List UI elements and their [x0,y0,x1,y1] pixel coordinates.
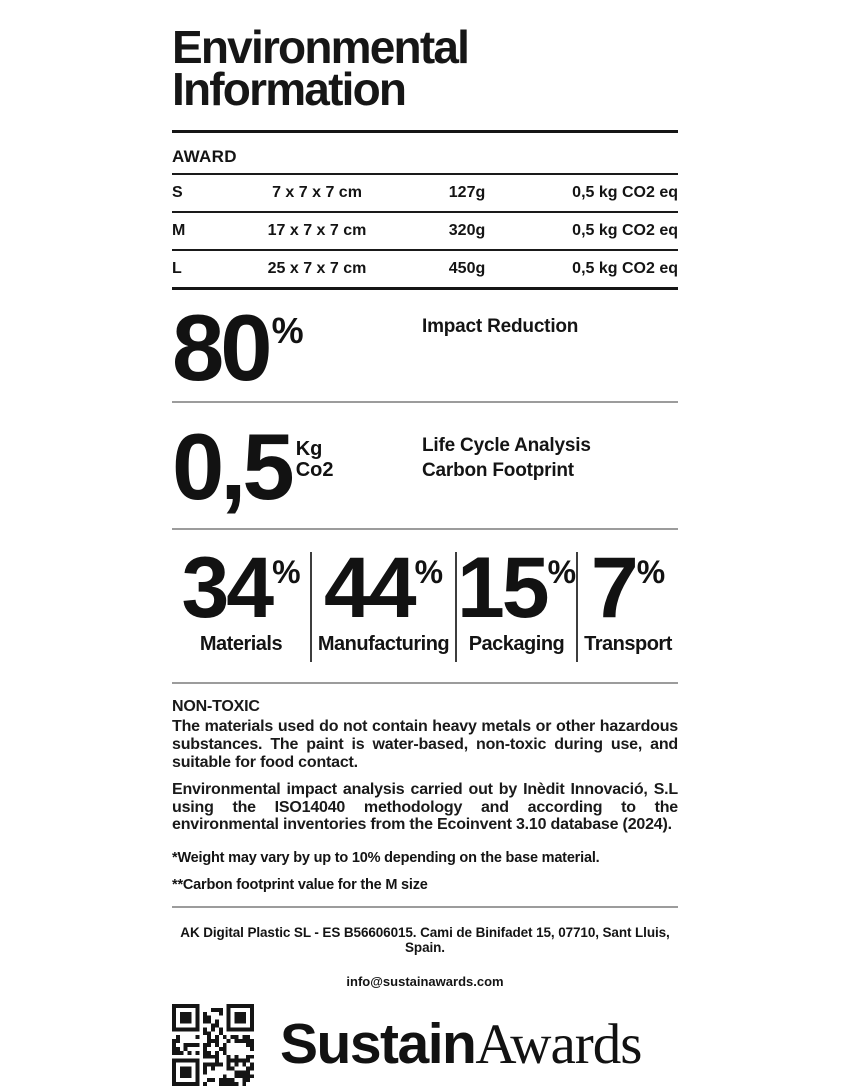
weight-cell: 450g [448,259,486,277]
lca-label-line2: Carbon Footprint [422,459,574,481]
carbon-footprint-label [422,429,591,483]
impact-reduction-metric [172,294,678,400]
impact-number: 80 [172,294,269,400]
size-cell: S [172,183,183,201]
dimensions-cell: 7 x 7 x 7 cm [272,183,362,201]
page-title-line1: Environmental [172,21,469,73]
breakdown-packaging [456,540,578,662]
table-row-l [172,249,678,287]
breakdown-manufacturing [312,540,457,662]
co2-cell: 0,5 kg CO2 eq [572,221,678,239]
percent-sign: % [414,554,444,590]
carbon-number: 0,5 [172,413,291,519]
materials-value [172,540,310,636]
materials-label: Materials [199,632,283,655]
nontoxic-heading: NON-TOXIC [172,697,260,715]
carbon-units [296,439,334,482]
packaging-value [456,540,577,636]
award-table-title: AWARD [172,146,237,166]
footnote-carbon: **Carbon footprint value for the M size [172,876,428,893]
carbon-unit-kg: Kg [295,437,323,460]
carbon-unit-co2: Co2 [295,459,334,482]
company-address: AK Digital Plastic SL - ES B56606015. Cami de Binifadet 15, 07710, Sant Lluis, Spain. [180,924,670,955]
percent-sign: % [271,309,304,351]
manufacturing-value [312,540,455,636]
manufacturing-number: 44 [323,540,414,636]
transport-value [578,540,678,636]
footer-divider [172,906,678,908]
brand-logo [280,1012,642,1077]
weight-cell: 127g [448,183,486,201]
dimensions-cell: 25 x 7 x 7 cm [267,259,367,277]
impact-reduction-value [172,294,422,400]
lca-label-line1: Life Cycle Analysis [422,434,591,456]
nontoxic-paragraph: The materials used do not contain heavy metals or other hazardous substances. The paint is water-based, non-toxic during use, and suitable for food contact. [172,718,678,771]
percent-sign: % [272,554,301,590]
footnote-weight: *Weight may vary by up to 10% depending on the base material. [172,849,600,866]
section-divider [172,528,678,530]
brand-logo-awards: Awards [475,1013,642,1077]
size-cell: M [172,221,186,239]
packaging-label: Packaging [468,632,565,655]
page-title-line2: Information [172,63,406,116]
transport-label: Transport [584,632,672,655]
brand-row [172,1004,678,1086]
impact-breakdown [172,540,678,662]
co2-cell: 0,5 kg CO2 eq [572,183,678,201]
environmental-info-sheet [172,0,678,1086]
carbon-footprint-metric [172,413,678,519]
brand-logo-sustain: Sustain [280,1012,476,1077]
award-table [172,173,678,290]
packaging-number: 15 [456,540,547,636]
methodology-paragraph: Environmental impact analysis carried out by Inèdit Innovació, S.L using the ISO14040 methodology and according to the environmental inventories from the Ecoinvent 3.10 database (2024). [172,781,678,834]
materials-number: 34 [181,540,272,636]
breakdown-transport [578,540,678,662]
table-row-s [172,173,678,211]
manufacturing-label: Manufacturing [317,632,450,655]
page-title [172,21,678,116]
transport-number: 7 [590,540,636,636]
qr-code-icon [172,1004,254,1086]
section-divider [172,682,678,684]
weight-cell: 320g [448,221,486,239]
dimensions-cell: 17 x 7 x 7 cm [267,221,367,239]
co2-cell: 0,5 kg CO2 eq [572,259,678,277]
impact-reduction-label: Impact Reduction [422,315,579,337]
size-cell: L [172,259,182,277]
percent-sign: % [547,554,577,590]
carbon-footprint-value [172,413,422,519]
title-divider [172,130,678,133]
percent-sign: % [636,554,666,590]
breakdown-materials [172,540,312,662]
section-divider [172,401,678,403]
table-row-m [172,211,678,249]
contact-email: info@sustainawards.com [346,973,504,989]
